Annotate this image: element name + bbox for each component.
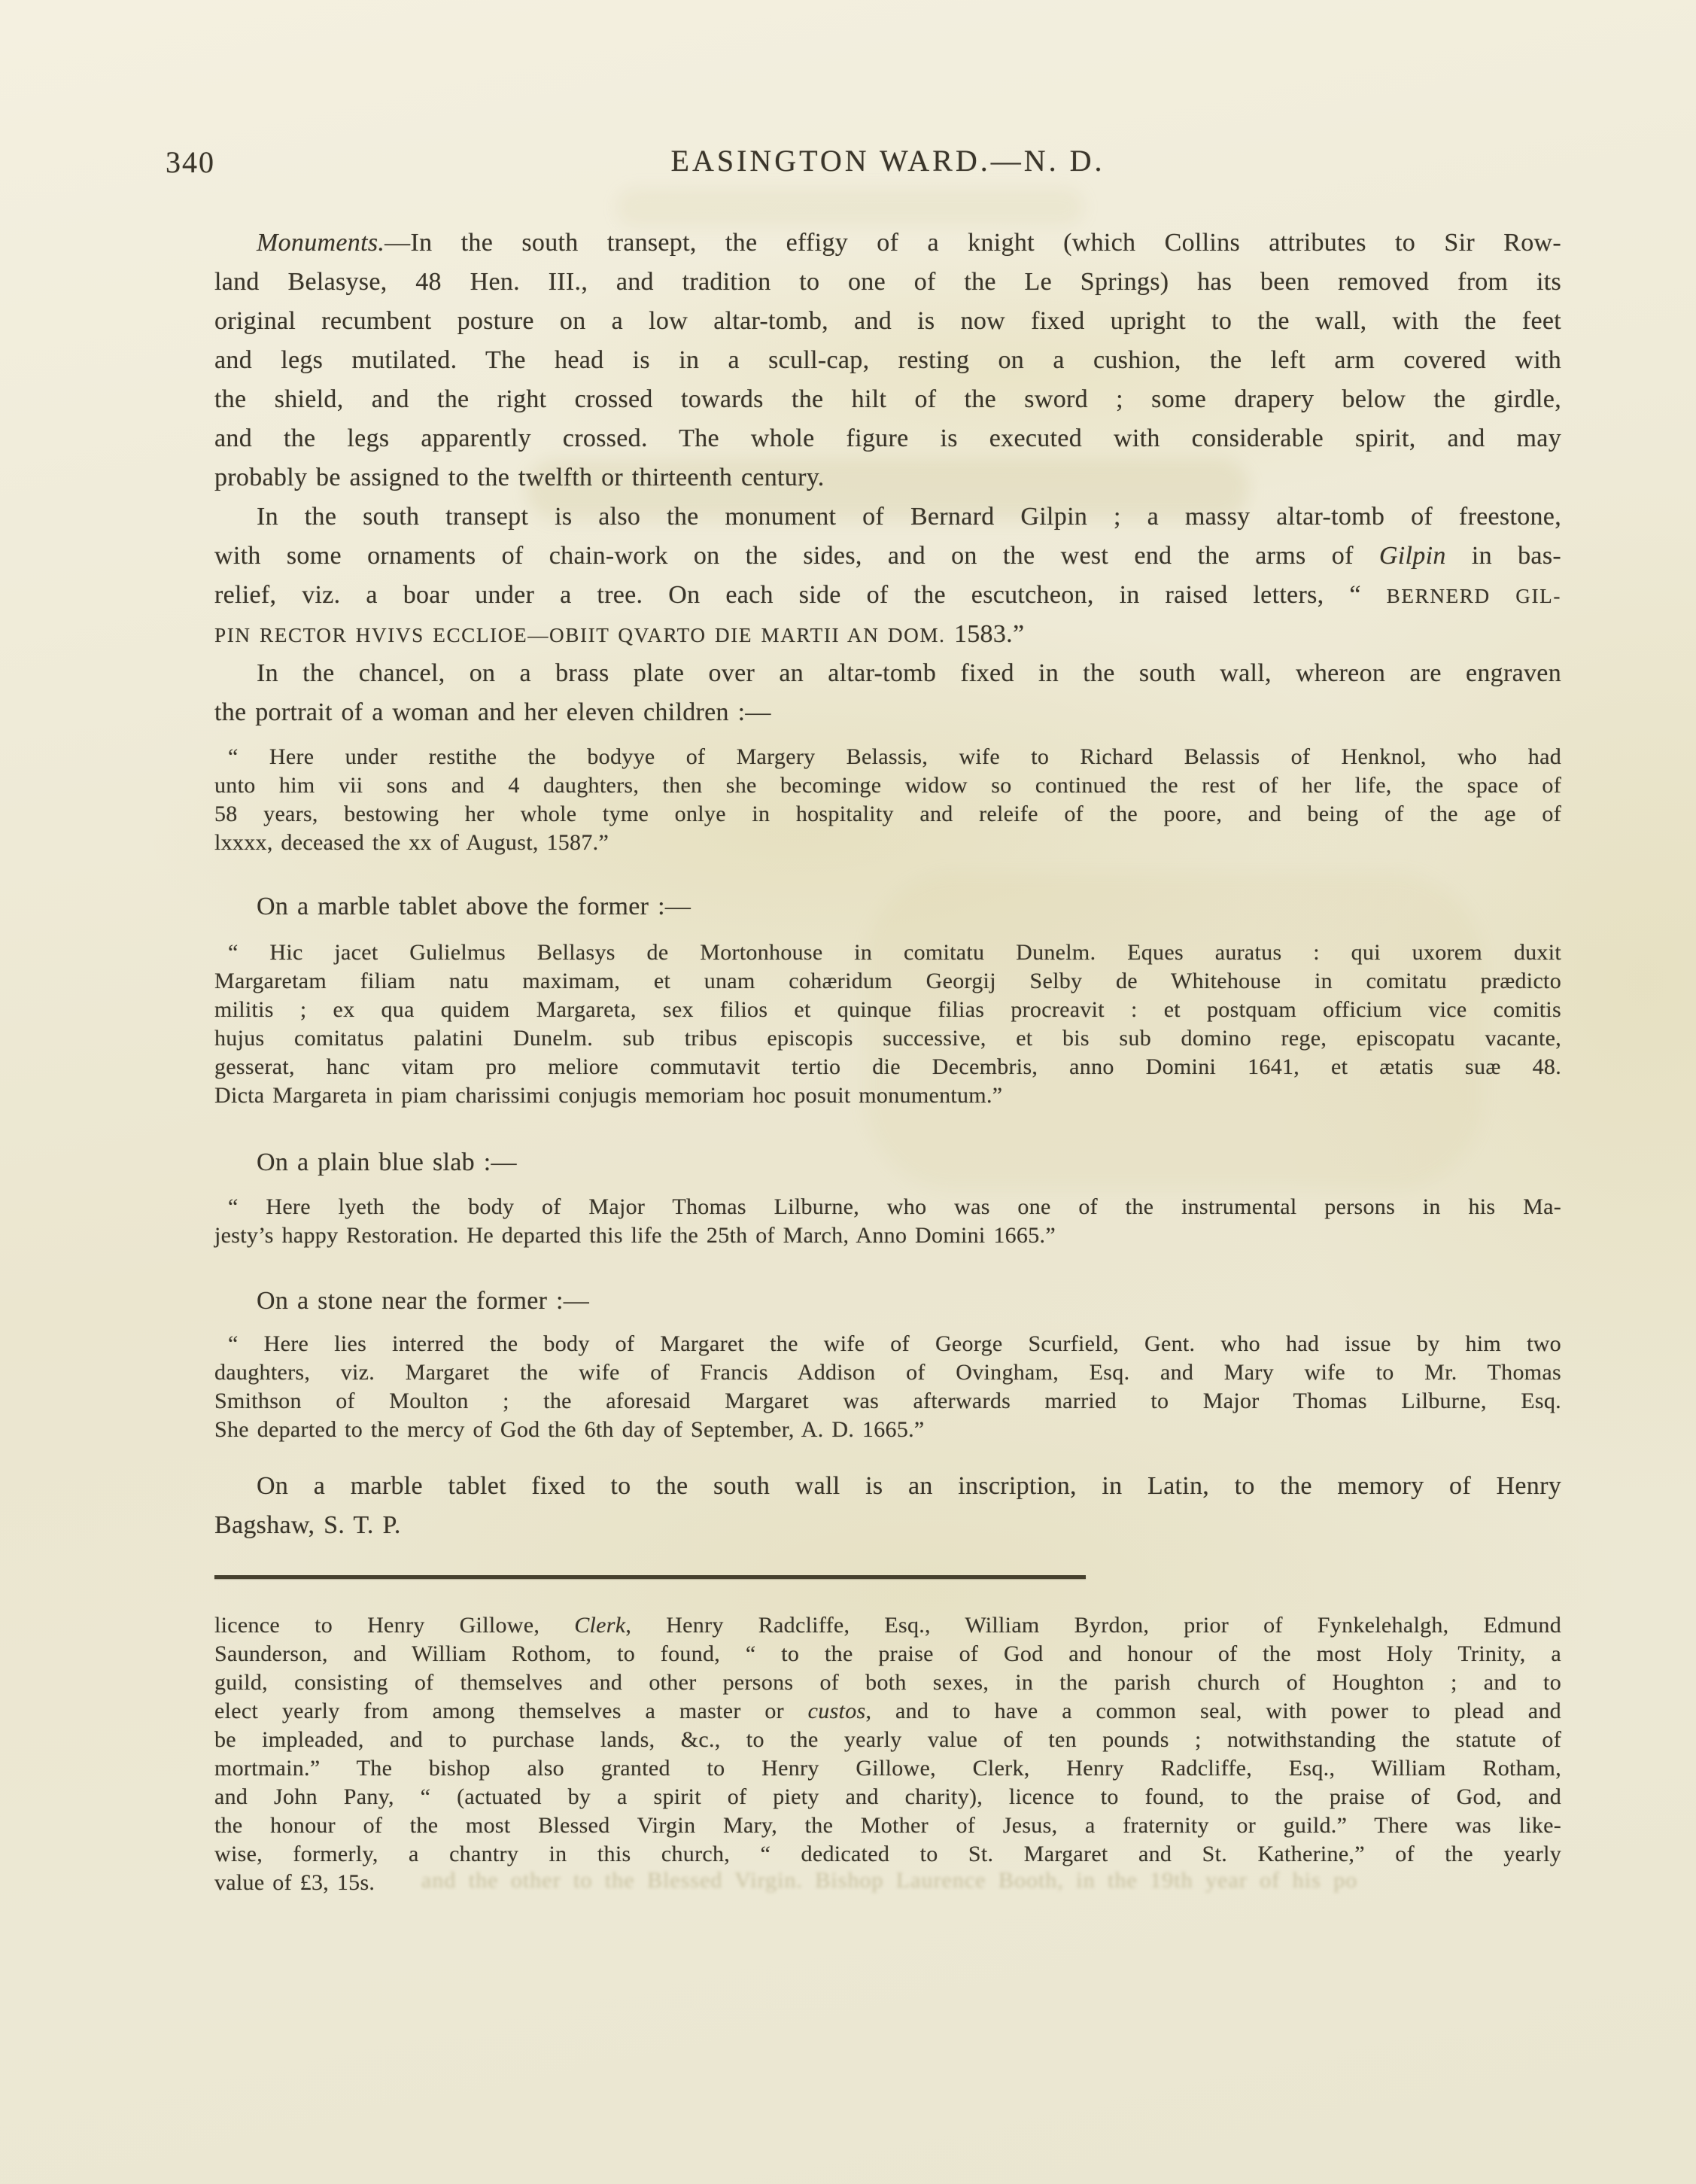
text-line: relief, viz. a boar under a tree. On each side of the escutcheon, in raised letters, “ BERNERD GIL- — [214, 581, 1561, 609]
text-line: and John Pany, “ (actuated by a spirit of piety and charity), licence to found, to the praise of God, and — [214, 1784, 1561, 1809]
text-line: licence to Henry Gillowe, Clerk, Henry Radcliffe, Esq., William Byrdon, prior of Fynkelehalgh, Edmund — [214, 1613, 1561, 1638]
text-column — [214, 224, 1561, 1897]
text-line: guild, consisting of themselves and other persons of both sexes, in the parish church of Houghton ; and to — [214, 1670, 1561, 1695]
text-line: Smithson of Moulton ; the aforesaid Margaret was afterwards married to Major Thomas Lilburne, Esq. — [214, 1389, 1561, 1413]
text-line: gesserat, hanc vitam pro meliore commutavit tertio die Decembris, anno Domini 1641, et ætatis suæ 48. — [214, 1054, 1561, 1079]
quote-margaret-scurfield-inscription — [214, 1330, 1561, 1444]
running-header: EASINGTON WARD.—N. D. — [670, 144, 1105, 178]
text-line: value of £3, 15s. — [214, 1870, 375, 1895]
text-line: On a marble tablet fixed to the south wall is an inscription, in Latin, to the memory of Henry — [257, 1472, 1561, 1500]
text-line: On a stone near the former :— — [257, 1287, 590, 1315]
paragraph-henry-bagshaw-tablet — [214, 1467, 1561, 1545]
text-line: and the legs apparently crossed. The whole figure is executed with considerable spirit, and may — [214, 424, 1561, 452]
show-through-smudge — [617, 188, 1084, 226]
text-line: and legs mutilated. The head is in a scull-cap, resting on a cushion, the left arm covered with — [214, 346, 1561, 374]
footnote-houghton-guild — [214, 1611, 1561, 1897]
heading-plain-blue-slab — [214, 1143, 1561, 1182]
text-line: 58 years, bestowing her whole tyme onlye in hospitality and releife of the poore, and being of the age of — [214, 802, 1561, 826]
footnote-separator-rule — [214, 1575, 1086, 1579]
text-line: unto him vii sons and 4 daughters, then she becominge widow so continued the rest of her life, the space of — [214, 773, 1561, 798]
text-line: the honour of the most Blessed Virgin Mary, the Mother of Jesus, a fraternity or guild.” There was like- — [214, 1813, 1561, 1838]
bleedthrough-text: and the other to the Blessed Virgin. Bishop Laurence Booth, in the 19th year of his po — [421, 1868, 1358, 1893]
text-line: “ Here lyeth the body of Major Thomas Lilburne, who was one of the instrumental persons in his Ma- — [228, 1194, 1561, 1219]
text-line: be impleaded, and to purchase lands, &c., to the yearly value of ten pounds ; notwithstanding the statute of — [214, 1727, 1561, 1752]
text-line: Saunderson, and William Rothom, to found, “ to the praise of God and honour of the most Holy Trinity, a — [214, 1641, 1561, 1666]
heading-stone-near-former — [214, 1282, 1561, 1321]
text-line: daughters, viz. Margaret the wife of Francis Addison of Ovingham, Esq. and Mary wife to Mr. Thomas — [214, 1360, 1561, 1385]
heading-marble-tablet-above-former — [214, 887, 1561, 926]
text-line: In the chancel, on a brass plate over an altar-tomb fixed in the south wall, whereon are engraven — [257, 659, 1561, 687]
text-line: elect yearly from among themselves a master or custos, and to have a common seal, with power to plead and — [214, 1699, 1561, 1723]
quote-gulielmus-bellasys-latin-inscription — [214, 938, 1561, 1110]
text-line: the shield, and the right crossed towards the hilt of the sword ; some drapery below the girdle, — [214, 385, 1561, 413]
quote-thomas-lilburne-inscription — [214, 1193, 1561, 1250]
text-line: mortmain.” The bishop also granted to Henry Gillowe, Clerk, Henry Radcliffe, Esq., William Rotham, — [214, 1756, 1561, 1781]
text-line: original recumbent posture on a low altar-tomb, and is now fixed upright to the wall, with the feet — [214, 307, 1561, 335]
page-number: 340 — [166, 145, 215, 179]
text-line: Dicta Margareta in piam charissimi conjugis memoriam hoc posuit monumentum.” — [214, 1083, 1003, 1108]
text-line: jesty’s happy Restoration. He departed this life the 25th of March, Anno Domini 1665.” — [214, 1223, 1056, 1248]
text-line: with some ornaments of chain-work on the sides, and on the west end the arms of Gilpin in bas- — [214, 542, 1561, 570]
text-line: Margaretam filiam natu maximam, et unam cohæridum Georgij Selby de Whitehouse in comitatu prædicto — [214, 969, 1561, 993]
quote-margery-belassis-inscription — [214, 743, 1561, 857]
text-line: On a plain blue slab :— — [257, 1148, 517, 1176]
text-line: the portrait of a woman and her eleven children :— — [214, 698, 771, 726]
text-line: hujus comitatus palatini Dunelm. sub tribus episcopis successive, et bis sub domino rege, episcopatu vacante, — [214, 1026, 1561, 1051]
text-line: militis ; ex qua quidem Margareta, sex filios et quinque filias procreavit : et postquam officium vice comitis — [214, 997, 1561, 1022]
text-line: wise, formerly, a chantry in this church, “ dedicated to St. Margaret and St. Katherine,” of the yearly — [214, 1842, 1561, 1866]
paragraph-bernard-gilpin-monument — [214, 497, 1561, 654]
text-line: On a marble tablet above the former :— — [257, 893, 691, 920]
text-line: Monuments.—In the south transept, the effigy of a knight (which Collins attributes to Sir Row- — [257, 229, 1561, 257]
text-line: land Belasyse, 48 Hen. III., and tradition to one of the Le Springs) has been removed from its — [214, 268, 1561, 296]
text-line: PIN RECTOR HVIVS ECCLIOE—OBIIT QVARTO DIE MARTII AN DOM. 1583.” — [214, 620, 1025, 648]
paragraph-brass-plate-intro — [214, 654, 1561, 732]
text-line: lxxxx, deceased the xx of August, 1587.” — [214, 830, 609, 855]
text-line: probably be assigned to the twelfth or thirteenth century. — [214, 464, 825, 491]
paragraph-knight-effigy — [214, 224, 1561, 497]
text-line: “ Hic jacet Gulielmus Bellasys de Mortonhouse in comitatu Dunelm. Eques auratus : qui uxorem duxit — [228, 940, 1561, 965]
text-line: She departed to the mercy of God the 6th day of September, A. D. 1665.” — [214, 1417, 925, 1442]
text-line: Bagshaw, S. T. P. — [214, 1511, 401, 1539]
text-line: “ Here lies interred the body of Margaret the wife of George Scurfield, Gent. who had issue by him two — [228, 1331, 1561, 1356]
text-line: “ Here under restithe the bodyye of Margery Belassis, wife to Richard Belassis of Henknol, who had — [228, 744, 1561, 769]
text-line: In the south transept is also the monument of Bernard Gilpin ; a massy altar-tomb of freestone, — [257, 503, 1561, 531]
